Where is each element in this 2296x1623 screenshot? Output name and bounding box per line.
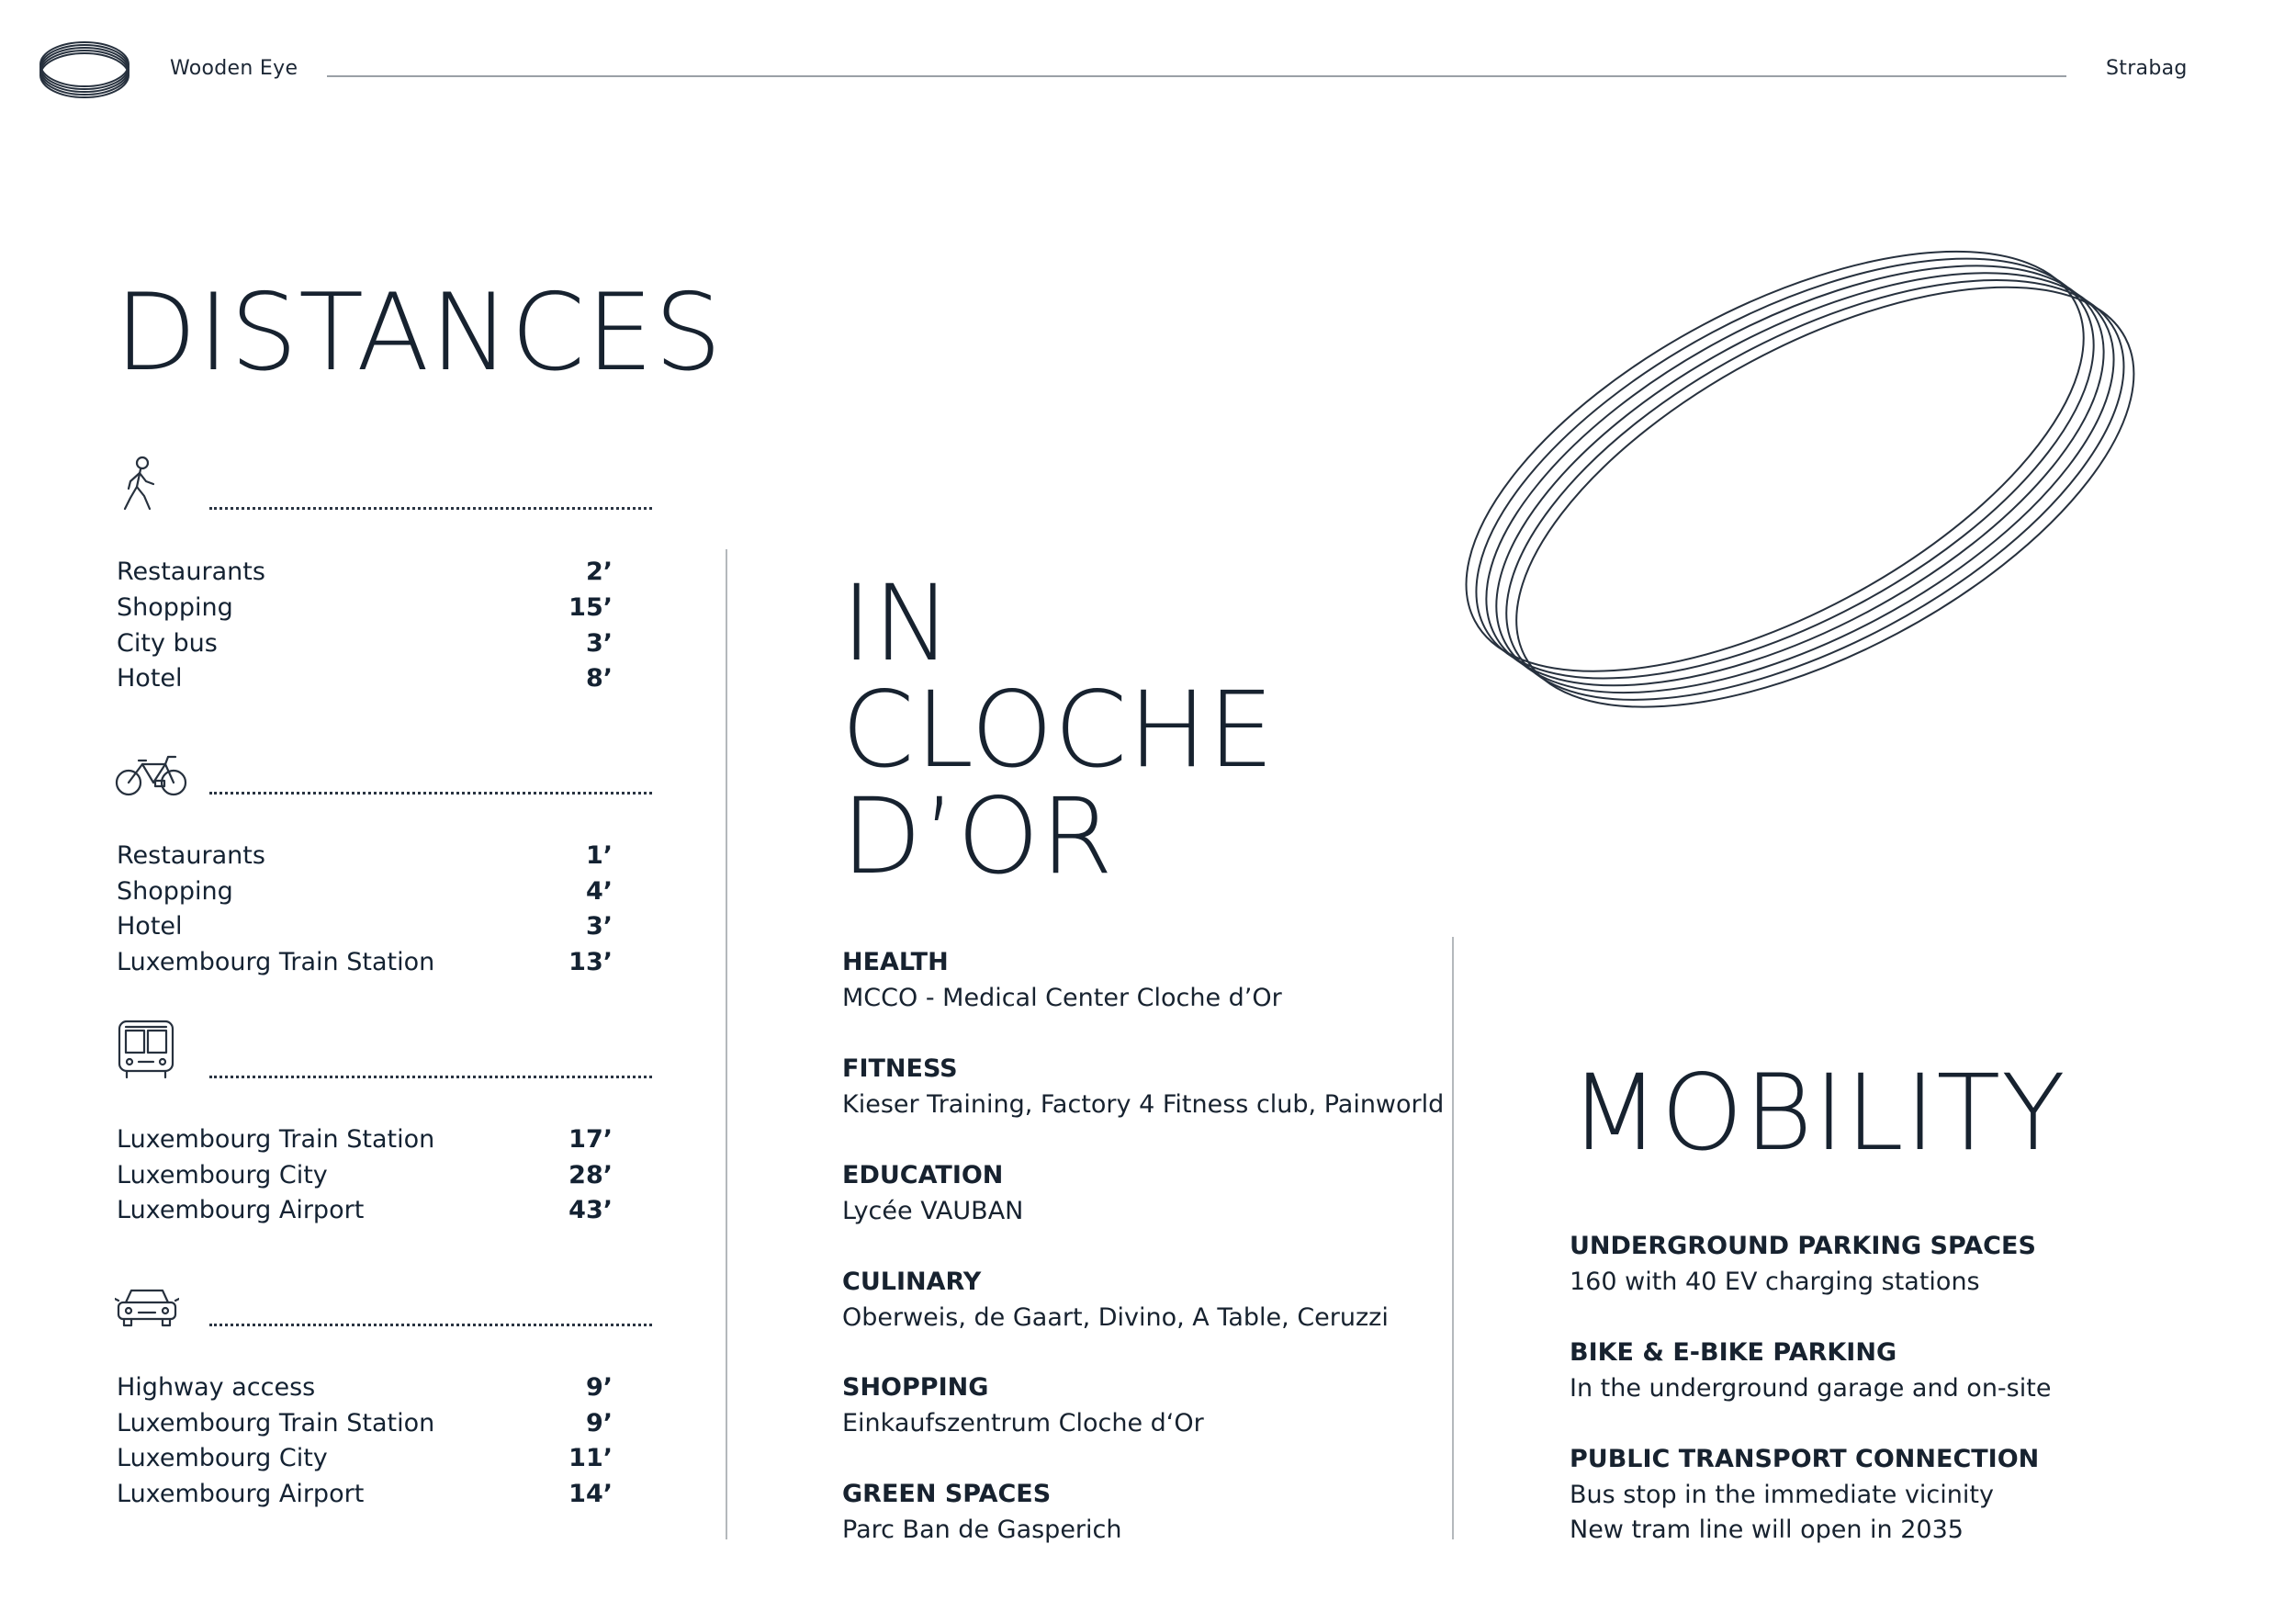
list-item: Luxembourg City 28’	[117, 1161, 613, 1189]
section-heading: SHOPPING	[842, 1373, 989, 1402]
header	[0, 0, 2296, 129]
bus-leader-dots	[209, 1076, 652, 1078]
section-text: 160 with 40 EV charging stations	[1570, 1268, 1980, 1296]
bicycle-icon	[115, 753, 192, 799]
section-heading: GREEN SPACES	[842, 1480, 1052, 1508]
list-item: Hotel 3’	[117, 912, 613, 941]
section-text: In the underground garage and on-site	[1570, 1374, 2052, 1403]
brand-name: Wooden Eye	[170, 57, 298, 80]
list-item: Highway access 9’	[117, 1373, 613, 1402]
section-heading: EDUCATION	[842, 1161, 1004, 1189]
cloche-title-line-1: IN	[841, 562, 952, 684]
section-heading: FITNESS	[842, 1054, 958, 1083]
section-text: Oberweis, de Gaart, Divino, A Table, Ceruzzi	[842, 1303, 1389, 1332]
list-item: Hotel 8’	[117, 664, 613, 693]
section-heading: HEALTH	[842, 948, 949, 976]
section-text: Parc Ban de Gasperich	[842, 1516, 1122, 1544]
bicycle-leader-dots	[209, 792, 652, 795]
cloche-title-line-2: CLOCHE	[841, 669, 1276, 791]
list-item: Restaurants 1’	[117, 841, 613, 870]
walking-leader-dots	[209, 507, 652, 510]
section-text: Kieser Training, Factory 4 Fitness club, Painworld	[842, 1090, 1445, 1119]
car-icon	[115, 1286, 179, 1330]
list-item: Restaurants 2’	[117, 558, 613, 586]
cloche-title-line-3: D’OR	[841, 775, 1114, 897]
list-item: Shopping 4’	[117, 877, 613, 906]
list-item: Luxembourg Airport 14’	[117, 1480, 613, 1508]
mobility-title: MOBILITY	[1570, 1052, 2066, 1174]
section-heading: BIKE & E-BIKE PARKING	[1570, 1338, 1897, 1367]
list-item: Shopping 15’	[117, 593, 613, 622]
logo-icon	[35, 37, 134, 103]
header-divider	[327, 75, 2066, 77]
section-text: New tram line will open in 2035	[1570, 1516, 1964, 1544]
list-item: Luxembourg Train Station 17’	[117, 1125, 613, 1154]
section-heading: CULINARY	[842, 1268, 982, 1296]
list-item: Luxembourg Train Station 9’	[117, 1409, 613, 1437]
section-heading: PUBLIC TRANSPORT CONNECTION	[1570, 1445, 2040, 1473]
list-item: Luxembourg City 11’	[117, 1444, 613, 1472]
section-text: Lycée VAUBAN	[842, 1197, 1024, 1225]
list-item: City bus 3’	[117, 629, 613, 658]
section-text: Bus stop in the immediate vicinity	[1570, 1481, 1994, 1509]
section-text: MCCO - Medical Center Cloche d’Or	[842, 984, 1282, 1012]
company-name: Strabag	[2106, 57, 2188, 80]
car-leader-dots	[209, 1324, 652, 1326]
list-item: Luxembourg Train Station 13’	[117, 948, 613, 976]
distances-title: DISTANCES	[115, 271, 724, 395]
bus-icon	[115, 1018, 179, 1082]
section-heading: UNDERGROUND PARKING SPACES	[1570, 1232, 2036, 1260]
decorative-rings-graphic	[1460, 211, 2158, 762]
section-text: Einkaufszentrum Cloche d‘Or	[842, 1409, 1204, 1437]
list-item: Luxembourg Airport 43’	[117, 1196, 613, 1224]
column-divider	[1452, 937, 1454, 1539]
column-divider	[726, 549, 727, 1539]
walking-person-icon	[118, 456, 163, 513]
